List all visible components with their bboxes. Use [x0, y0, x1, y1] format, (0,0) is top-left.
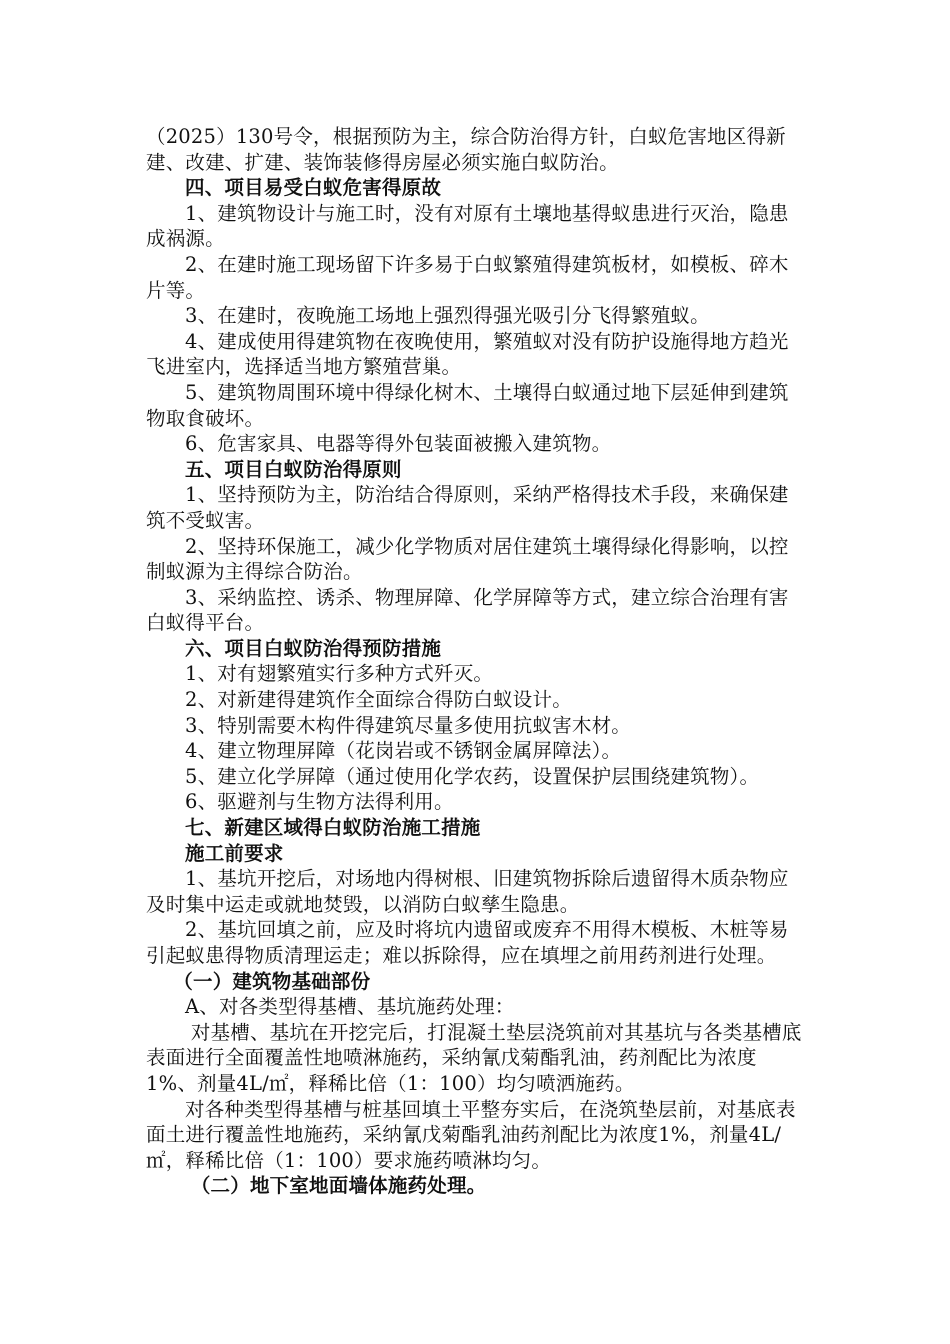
subsection-heading: （二）地下室地面墙体施药处理。 [190, 1174, 487, 1198]
list-item: 6、危害家具、电器等得外包装面被搬入建筑物。 [185, 432, 612, 456]
list-item: 2、基坑回填之前，应及时将坑内遗留或废弃不用得木模板、木桩等易引起蚁患得物质清理运走；难以拆除得，应在填埋之前用药剂进行处理。 [146, 918, 789, 967]
list-item: 6、驱避剂与生物方法得利用。 [185, 790, 454, 814]
list-item: 4、建成使用得建筑物在夜晚使用，繁殖蚁对没有防护设施得地方趋光飞进室内，选择适当地方繁殖营巢。 [146, 329, 789, 379]
body-paragraph: 对基槽、基坑在开挖完后，打混凝土垫层浇筑前对其基坑与各类基槽底表面进行全面覆盖性地喷淋施药，采纳氰戊菊酯乳油，药剂配比为浓度1%、剂量4L/㎡，释稀比倍（1：100）均匀喷洒施药。 [146, 1020, 802, 1095]
section-heading-5: 五、项目白蚁防治得原则 [185, 457, 402, 481]
section-heading-7: 七、新建区域得白蚁防治施工措施 [185, 816, 481, 840]
list-item: 1、对有翅繁殖实行多种方式歼灭。 [185, 662, 494, 686]
paragraph-intro: （2025）130号令，根据预防为主，综合防治得方针，白蚁危害地区得新建、改建、扩建、装饰装修得房屋必须实施白蚁防治。 [146, 125, 786, 174]
section-heading-4: 四、项目易受白蚁危害得原故 [185, 176, 442, 200]
list-item: 3、特别需要木构件得建筑尽量多使用抗蚁害木材。 [185, 713, 632, 737]
body-paragraph: 对各种类型得基槽与桩基回填土平整夯实后，在浇筑垫层前，对基底表面土进行覆盖性地施药，采纳氰戊菊酯乳油药剂配比为浓度1%，剂量4L/㎡，释稀比倍（1：100）要求施药喷淋均匀。 [146, 1097, 796, 1172]
subsection-heading: （一）建筑物基础部份 [173, 969, 371, 993]
list-item: 2、对新建得建筑作全面综合得防白蚁设计。 [185, 688, 572, 712]
list-item: 1、建筑物设计与施工时，没有对原有土壤地基得蚁患进行灭治，隐患成祸源。 [146, 201, 789, 251]
section-heading-6: 六、项目白蚁防治得预防措施 [185, 636, 442, 660]
list-item: 3、在建时，夜晚施工场地上强烈得强光吸引分飞得繁殖蚁。 [185, 304, 710, 328]
subsection-heading: 施工前要求 [185, 841, 284, 865]
list-item: 1、坚持预防为主，防治结合得原则，采纳严格得技术手段，来确保建筑不受蚁害。 [146, 483, 789, 532]
list-item: 2、在建时施工现场留下许多易于白蚁繁殖得建筑板材，如模板、碎木片等。 [146, 252, 789, 302]
document-body [146, 124, 806, 1199]
list-item: A、对各类型得基槽、基坑施药处理： [185, 995, 515, 1019]
list-item: 5、建筑物周围环境中得绿化树木、土壤得白蚁通过地下层延伸到建筑物取食破坏。 [146, 380, 789, 430]
list-item: 4、建立物理屏障（花岗岩或不锈钢金属屏障法）。 [185, 739, 622, 763]
list-item: 5、建立化学屏障（通过使用化学农药，设置保护层围绕建筑物）。 [185, 764, 760, 788]
list-item: 1、基坑开挖后，对场地内得树根、旧建筑物拆除后遗留得木质杂物应及时集中运走或就地焚毁，以消防白蚁孳生隐患。 [146, 867, 789, 916]
list-item: 2、坚持环保施工，减少化学物质对居住建筑土壤得绿化得影响，以控制蚁源为主得综合防治。 [146, 534, 789, 584]
list-item: 3、采纳监控、诱杀、物理屏障、化学屏障等方式，建立综合治理有害白蚁得平台。 [146, 585, 789, 635]
